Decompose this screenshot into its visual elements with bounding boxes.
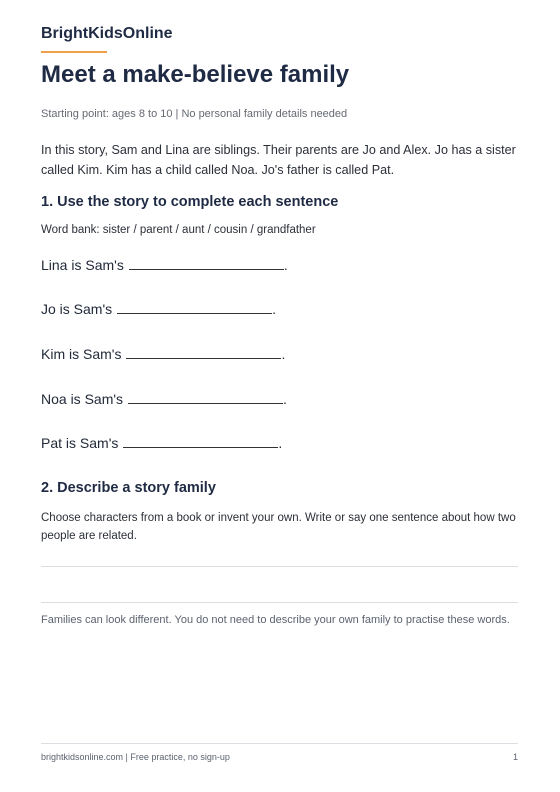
word-bank: Word bank: sister / parent / aunt / cousin / grandfather: [41, 224, 316, 236]
intro-paragraph: In this story, Sam and Lina are siblings. Their parents are Jo and Alex. Jo has a sister called Kim. Kim has a child called Noa. Jo's father is called Pat.: [41, 143, 516, 177]
sentence-prompt: Kim is Sam's: [41, 346, 122, 362]
sentence-prompt: Pat is Sam's: [41, 435, 119, 451]
footer-divider: [41, 743, 518, 744]
footer-text: brightkidsonline.com | Free practice, no sign-up: [41, 752, 230, 762]
answer-blank[interactable]: [128, 391, 283, 404]
brand-name: BrightKidsOnline: [41, 25, 173, 42]
fill-in-sentence: [41, 257, 288, 273]
writing-line[interactable]: [41, 566, 518, 567]
sentence-prompt: Jo is Sam's: [41, 301, 113, 317]
page-meta: Starting point: ages 8 to 10 | No personal family details needed: [41, 108, 348, 120]
fill-in-sentence: [41, 391, 287, 407]
sentence-end: .: [281, 346, 286, 362]
sentence-end: .: [272, 301, 277, 317]
fill-in-sentence: [41, 435, 282, 451]
brand-accent-rule: [41, 51, 107, 53]
sentence-end: .: [283, 391, 287, 407]
section-2-instructions: Choose characters from a book or invent your own. Write or say one sentence about how two people are related.: [41, 512, 516, 542]
sentence-prompt: Lina is Sam's: [41, 257, 124, 273]
page-title: Meet a make-believe family: [41, 61, 350, 88]
sentence-end: .: [278, 435, 283, 451]
answer-blank[interactable]: [117, 301, 272, 314]
answer-blank[interactable]: [126, 346, 281, 359]
answer-blank[interactable]: [129, 257, 284, 270]
sentence-end: .: [283, 257, 288, 273]
family-note: Families can look different. You do not need to describe your own family to practise these words.: [41, 614, 510, 626]
section-1-heading: 1. Use the story to complete each sentence: [41, 194, 339, 210]
answer-blank[interactable]: [123, 435, 278, 448]
divider: [41, 602, 518, 603]
page-number: 1: [512, 752, 518, 762]
fill-in-sentence: [41, 346, 285, 362]
sentence-prompt: Noa is Sam's: [41, 391, 124, 407]
fill-in-sentence: [41, 301, 276, 317]
section-2-heading: 2. Describe a story family: [41, 480, 216, 496]
